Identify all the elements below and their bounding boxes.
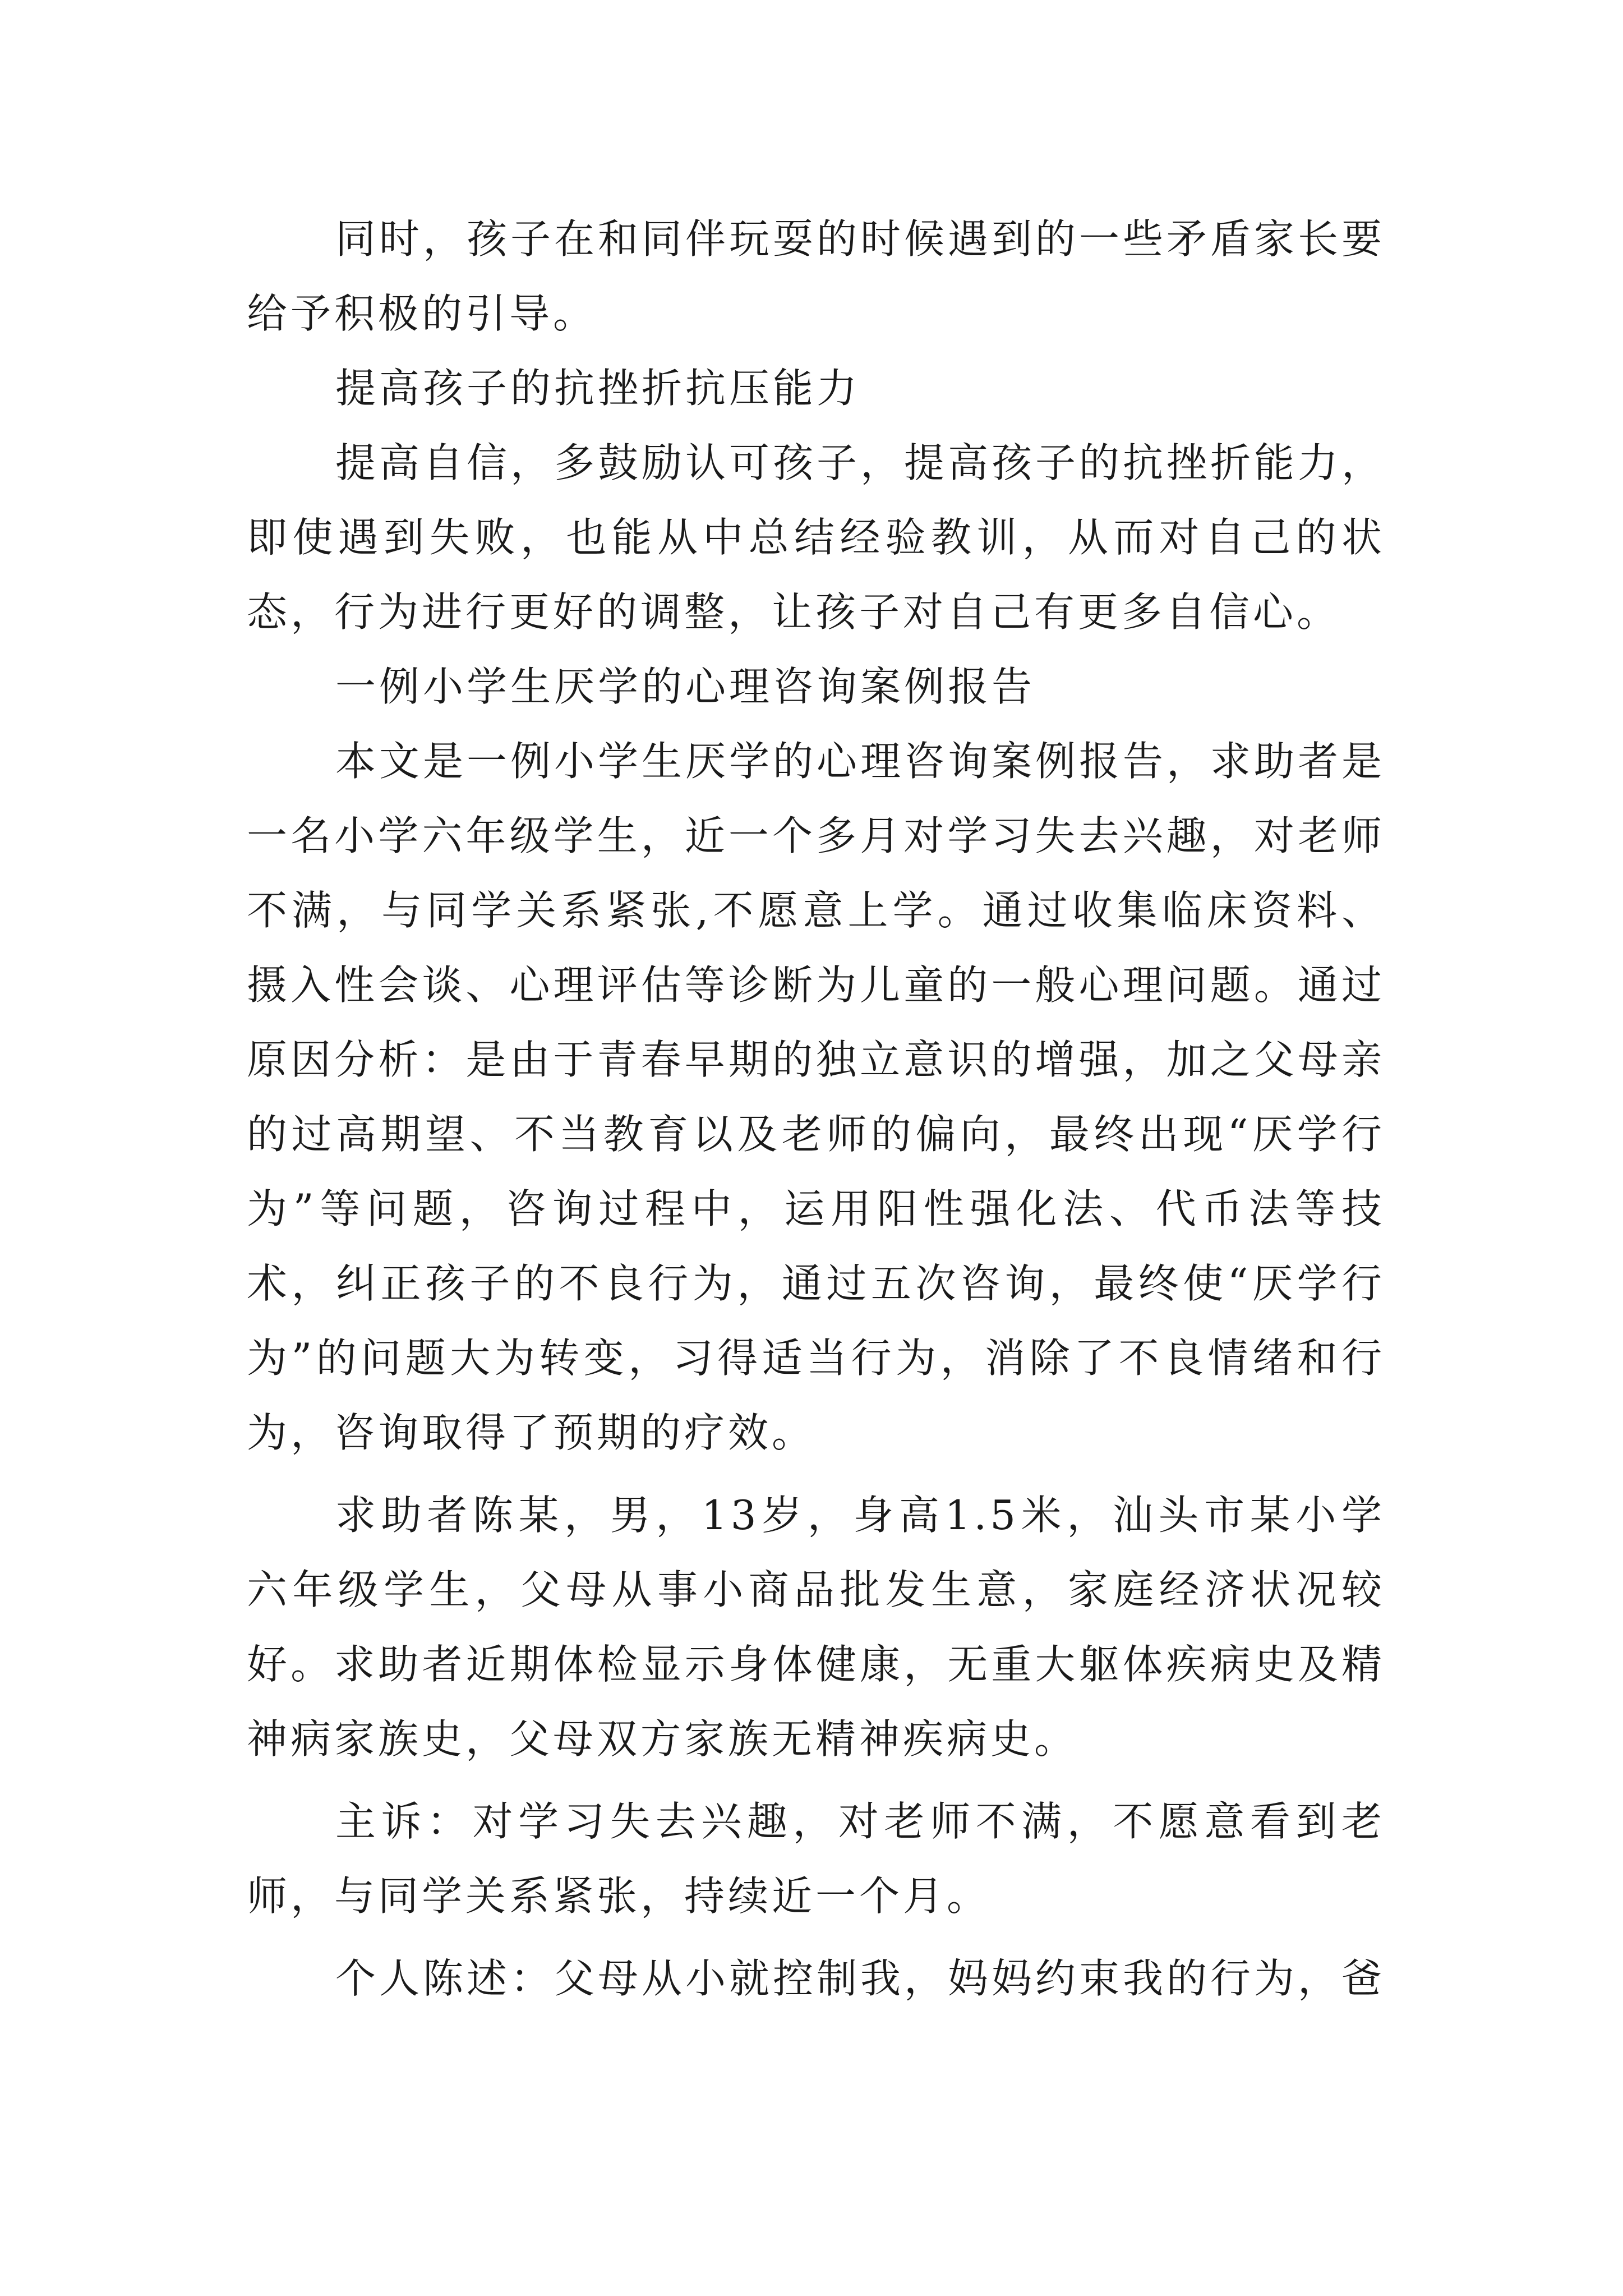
- paragraph-abstract: 本文是一例小学生厌学的心理咨询案例报告，求助者是一名小学六年级学生，近一个多月对学习失去兴趣，对老师不满，与同学关系紧张,不愿意上学。通过收集临床资料、摄入性会谈、心理评估等诊断为儿童的一般心理问题。通过原因分析：是由于青春早期的独立意识的增强，加之父母亲的过高期望、不当教育以及老师的偏向，最终出现“厌学行为”等问题，咨询过程中，运用阳性强化法、代币法等技术，纠正孩子的不良行为，通过五次咨询，最终使“厌学行为”的问题大为转变，习得适当行为，消除了不良情绪和行为，咨询取得了预期的疗效。: [247, 738, 1386, 1456]
- paragraph-confidence: 提高自信，多鼓励认可孩子，提高孩子的抗挫折能力，即使遇到失败，也能从中总结经验教训，从而对自己的状态，行为进行更好的调整，让孩子对自己有更多自信心。: [247, 439, 1386, 636]
- paragraph-guidance: 同时，孩子在和同伴玩耍的时候遇到的一些矛盾家长要给予积极的引导。: [247, 215, 1386, 337]
- document-body: [247, 202, 1385, 2016]
- heading-resilience: 提高孩子的抗挫折抗压能力: [335, 365, 861, 412]
- paragraph-personal-statement: 个人陈述：父母从小就控制我，妈妈约束我的行为，爸: [335, 1955, 1386, 2002]
- paragraph-complaint: 主诉：对学习失去兴趣，对老师不满，不愿意看到老师，与同学关系紧张，持续近一个月。: [247, 1798, 1385, 1920]
- paragraph-client-info: 求助者陈某，男，13岁，身高1.5米，汕头市某小学六年级学生，父母从事小商品批发生意，家庭经济状况较好。求助者近期体检显示身体健康，无重大躯体疾病史及精神病家族史，父母双方家族无精神疾病史。: [247, 1492, 1385, 1763]
- heading-case-report: 一例小学生厌学的心理咨询案例报告: [335, 663, 1036, 710]
